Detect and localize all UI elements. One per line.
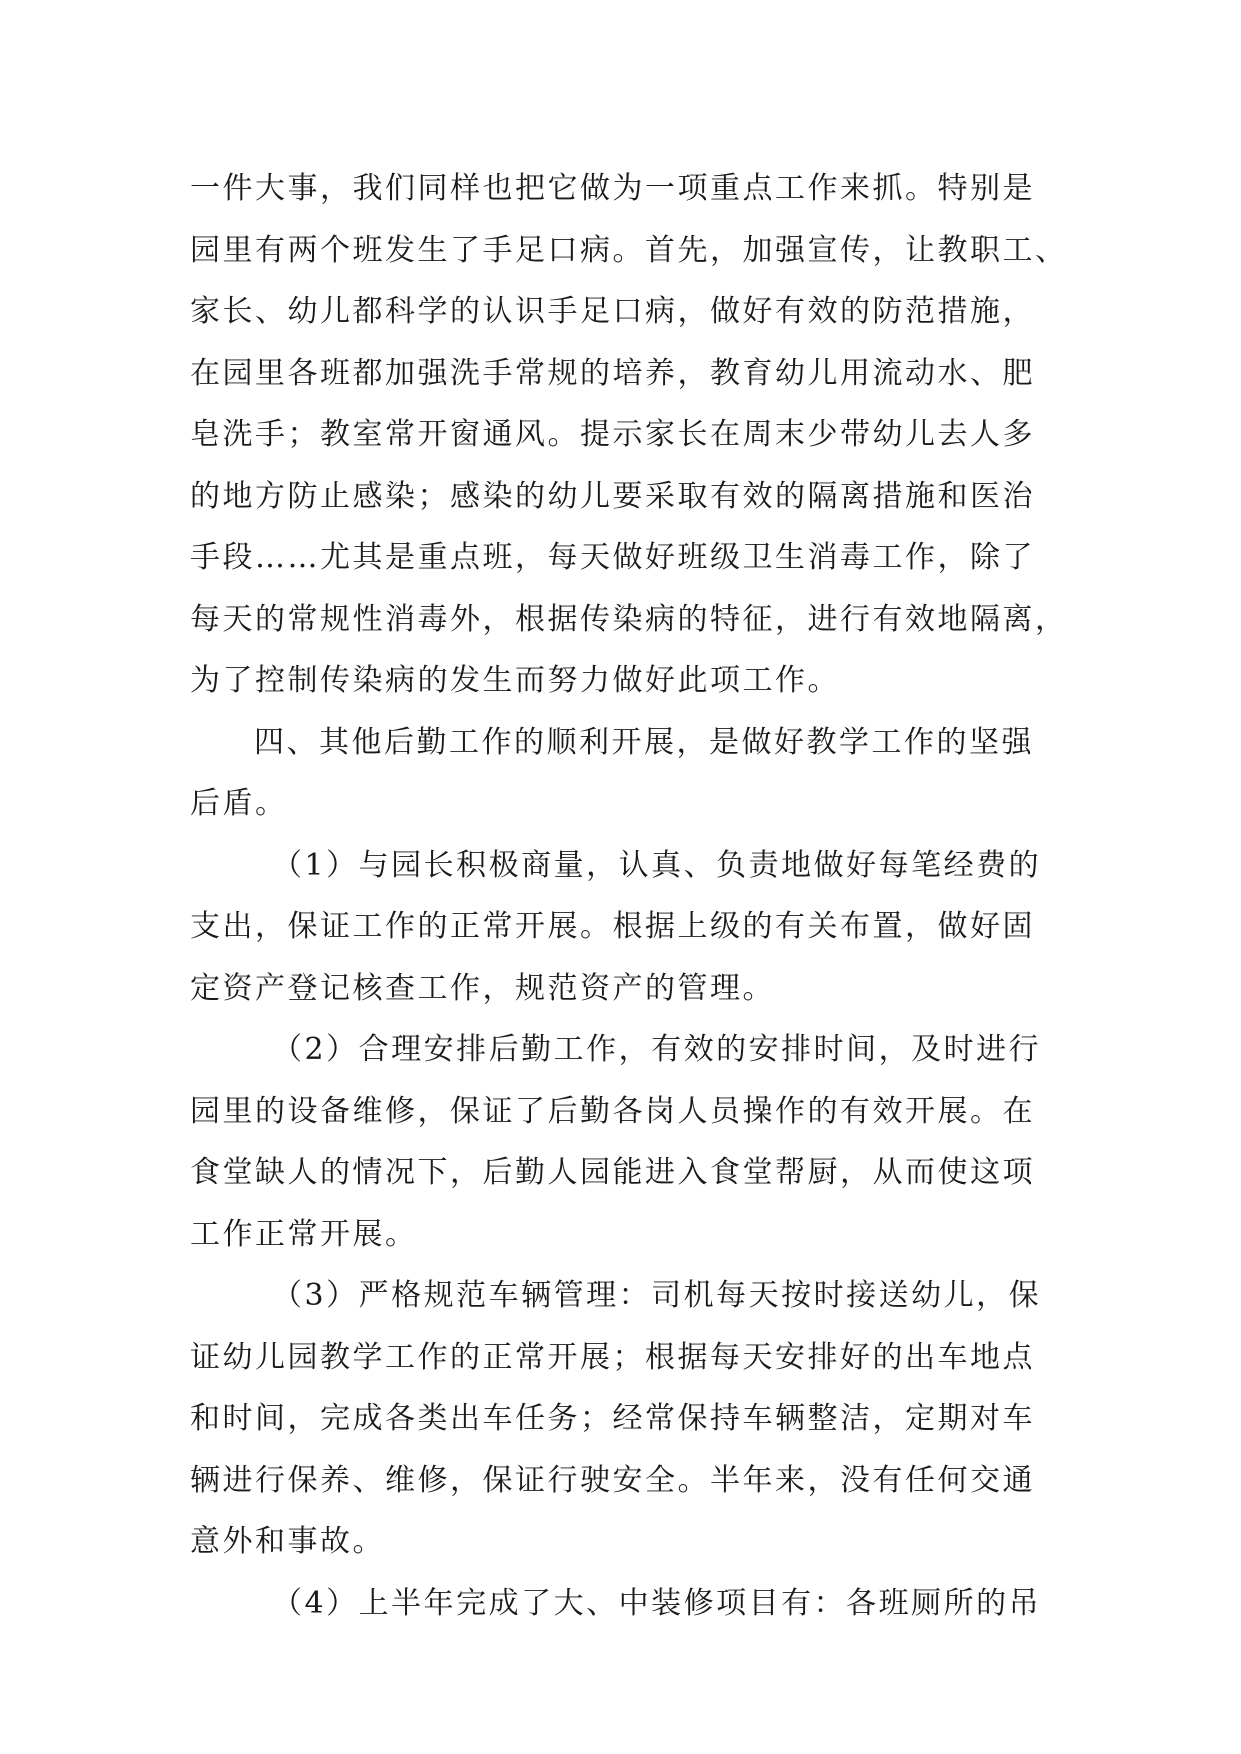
text-line: 食堂缺人的情况下，后勤人园能进入食堂帮厨，从而使这项	[190, 1155, 1035, 1190]
text-line: 和时间，完成各类出车任务；经常保持车辆整洁，定期对车	[190, 1401, 1035, 1436]
text-line: 为了控制传染病的发生而努力做好此项工作。	[190, 663, 840, 698]
text-line: 家长、幼儿都科学的认识手足口病，做好有效的防范措施，	[190, 294, 1035, 329]
list-item-line: （3）严格规范车辆管理：司机每天按时接送幼儿，保	[272, 1278, 1042, 1313]
text-line: 园里的设备维修，保证了后勤各岗人员操作的有效开展。在	[190, 1093, 1035, 1129]
body-text	[190, 158, 1090, 1634]
text-line: 辆进行保养、维修，保证行驶安全。半年来，没有任何交通	[190, 1462, 1035, 1498]
text-line: 后盾。	[190, 786, 288, 821]
text-line: 在园里各班都加强洗手常规的培养，教育幼儿用流动水、肥	[190, 355, 1035, 391]
text-line: 园里有两个班发生了手足口病。首先，加强宣传，让教职工、	[190, 232, 1068, 268]
text-line: 手段……尤其是重点班，每天做好班级卫生消毒工作，除了	[190, 540, 1035, 575]
list-item-line: （1）与园长积极商量，认真、负责地做好每笔经费的	[272, 847, 1042, 883]
text-line: 定资产登记核查工作，规范资产的管理。	[190, 970, 775, 1006]
list-item-line: （2）合理安排后勤工作，有效的安排时间，及时进行	[272, 1032, 1042, 1067]
text-line: 证幼儿园教学工作的正常开展；根据每天安排好的出车地点	[190, 1339, 1035, 1375]
text-line: 工作正常开展。	[190, 1216, 418, 1252]
text-line: 一件大事，我们同样也把它做为一项重点工作来抓。特别是	[190, 171, 1035, 206]
text-line: 每天的常规性消毒外，根据传染病的特征，进行有效地隔离，	[190, 601, 1068, 637]
text-line: 的地方防止感染；感染的幼儿要采取有效的隔离措施和医治	[190, 478, 1035, 514]
section-heading-line: 四、其他后勤工作的顺利开展，是做好教学工作的坚强	[254, 724, 1034, 760]
text-line: 意外和事故。	[190, 1524, 385, 1559]
text-line: 皂洗手；教室常开窗通风。提示家长在周末少带幼儿去人多	[190, 417, 1035, 452]
text-line: 支出，保证工作的正常开展。根据上级的有关布置，做好固	[190, 909, 1035, 944]
list-item-line: （4）上半年完成了大、中装修项目有：各班厕所的吊	[272, 1585, 1042, 1621]
